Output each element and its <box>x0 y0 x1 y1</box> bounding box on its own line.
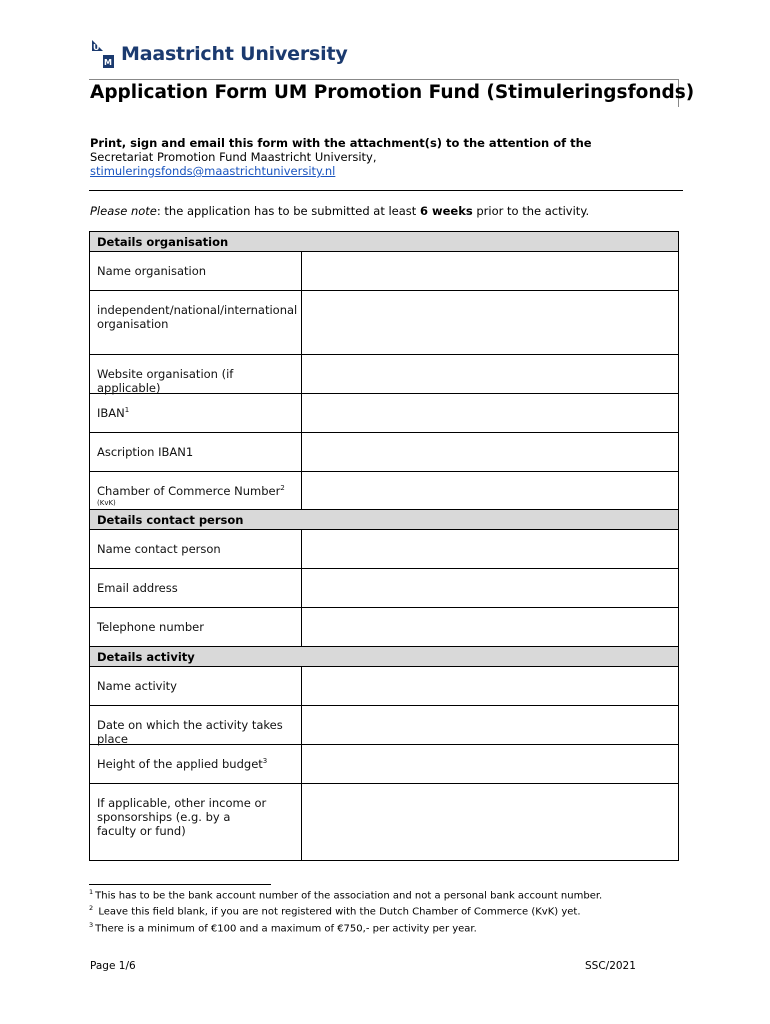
row-activity-name <box>90 667 678 706</box>
footnote-3 <box>89 919 602 935</box>
section-contact: Details contact person <box>90 510 678 530</box>
note-weeks: 6 weeks <box>419 204 473 218</box>
field-iban[interactable] <box>302 394 678 432</box>
note-text-1: : the application has to be submitted at least <box>156 204 420 218</box>
kvk-footnote-ref: 2 <box>280 484 285 493</box>
field-phone[interactable] <box>302 608 678 646</box>
footnote-2 <box>89 902 602 918</box>
row-activity-date <box>90 706 678 745</box>
footnote-1 <box>89 886 602 902</box>
label-name-organisation: Name organisation <box>90 252 302 290</box>
label-kvk-text: Chamber of Commerce Number <box>97 484 281 498</box>
label-kvk <box>90 472 302 509</box>
row-iban <box>90 394 678 433</box>
label-budget <box>90 745 302 783</box>
row-kvk <box>90 472 678 510</box>
page-title: Application Form UM Promotion Fund (Stimuleringsfonds) <box>90 82 695 103</box>
label-budget-text: Height of the applied budget <box>97 757 263 771</box>
label-organisation-type: independent/national/international organisation <box>90 291 302 354</box>
footnote-1-text: This has to be the bank account number of the association and not a personal bank account number. <box>95 890 603 902</box>
label-email: Email address <box>90 569 302 607</box>
field-ascription-iban[interactable] <box>302 433 678 471</box>
svg-text:U: U <box>93 43 100 52</box>
label-activity-date: Date on which the activity takes place <box>90 706 302 744</box>
svg-text:M: M <box>104 58 112 67</box>
footnote-2-number: 2 <box>89 904 94 913</box>
row-contact-name <box>90 530 678 569</box>
budget-footnote-ref: 3 <box>262 757 268 766</box>
row-organisation-type <box>90 291 678 355</box>
field-organisation-type[interactable] <box>302 291 678 354</box>
footnote-rule <box>89 884 271 885</box>
page-number: Page 1/6 <box>90 960 136 972</box>
label-kvk-sub: (KvK) <box>97 499 116 507</box>
row-email <box>90 569 678 608</box>
um-logo-icon <box>90 38 116 70</box>
note-text-2: prior to the activity. <box>472 204 590 218</box>
field-kvk[interactable] <box>302 472 678 509</box>
row-other-income <box>90 784 678 861</box>
label-phone: Telephone number <box>90 608 302 646</box>
row-name-organisation <box>90 252 678 291</box>
label-website: Website organisation (if applicable) <box>90 355 302 393</box>
iban-footnote-ref: 1 <box>124 406 130 415</box>
divider <box>89 190 683 191</box>
row-ascription-iban <box>90 433 678 472</box>
row-phone <box>90 608 678 647</box>
row-website <box>90 355 678 394</box>
submission-note <box>90 204 589 218</box>
university-logo <box>90 38 348 70</box>
footnote-3-number: 3 <box>89 920 94 929</box>
intro-line-2: Secretariat Promotion Fund Maastricht University, <box>90 150 377 164</box>
field-other-income[interactable] <box>302 784 678 860</box>
application-form-table <box>89 231 679 861</box>
label-contact-name: Name contact person <box>90 530 302 568</box>
intro-line-1: Print, sign and email this form with the attachment(s) to the attention of the <box>90 136 592 150</box>
section-organisation: Details organisation <box>90 232 678 252</box>
footnote-3-text: There is a minimum of €100 and a maximum of €750,- per activity per year. <box>95 922 477 934</box>
field-activity-name[interactable] <box>302 667 678 705</box>
note-prefix: Please note <box>90 204 157 218</box>
footnote-2-text: Leave this field blank, if you are not registered with the Dutch Chamber of Commerce (KvK) yet. <box>95 906 581 918</box>
field-budget[interactable] <box>302 745 678 783</box>
label-iban <box>90 394 302 432</box>
field-activity-date[interactable] <box>302 706 678 744</box>
footnote-1-number: 1 <box>89 888 94 896</box>
logo-text: Maastricht University <box>121 43 348 65</box>
email-link[interactable]: stimuleringsfonds@maastrichtuniversity.nl <box>90 164 336 178</box>
label-other-income: If applicable, other income or sponsorships (e.g. by a faculty or fund) <box>90 784 302 860</box>
label-ascription-iban: Ascription IBAN1 <box>90 433 302 471</box>
field-contact-name[interactable] <box>302 530 678 568</box>
section-activity: Details activity <box>90 647 678 667</box>
intro-text <box>90 136 592 178</box>
field-name-organisation[interactable] <box>302 252 678 290</box>
label-iban-text: IBAN <box>97 406 125 420</box>
field-email[interactable] <box>302 569 678 607</box>
document-code: SSC/2021 <box>585 960 636 972</box>
field-website[interactable] <box>302 355 678 393</box>
footnotes <box>89 886 602 935</box>
label-activity-name: Name activity <box>90 667 302 705</box>
row-budget <box>90 745 678 784</box>
